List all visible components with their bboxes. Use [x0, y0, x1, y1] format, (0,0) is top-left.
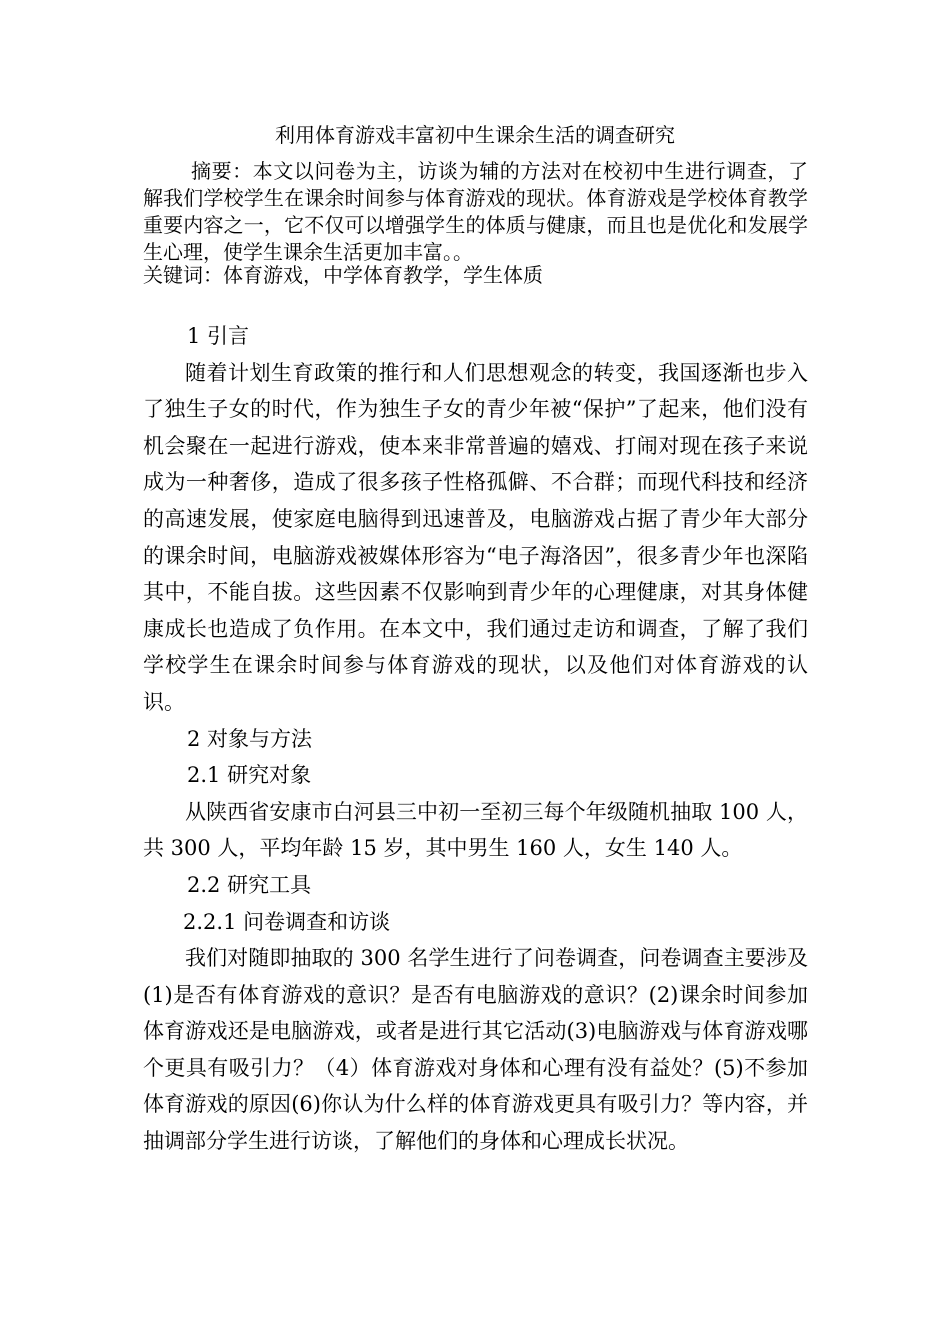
- subsection-heading-subjects: 2.1 研究对象: [187, 763, 312, 788]
- subjects-paragraph: 从陕西省安康市白河县三中初一至初三每个年级随机抽取 100 人，共 300 人，平均年龄 15 岁，其中男生 160 人，女生 140 人。: [143, 799, 808, 861]
- abstract: [143, 158, 808, 266]
- paper-title: 利用体育游戏丰富初中生课余生活的调查研究: [275, 123, 675, 147]
- section-heading-intro: 1 引言: [187, 324, 250, 348]
- keywords: 关键词：体育游戏，中学体育教学，学生体质: [143, 263, 543, 287]
- paper-body: [143, 318, 808, 1160]
- abstract-text: 摘要：本文以问卷为主，访谈为辅的方法对在校初中生进行调查，了解我们学校学生在课余时间参与体育游戏的现状。体育游戏是学校体育教学重要内容之一，它不仅可以增强学生的体质与健康，而且也是优化和发展学生心理，使学生课余生活更加丰富。。: [143, 159, 808, 264]
- survey-paragraph: 我们对随即抽取的 300 名学生进行了问卷调查，问卷调查主要涉及(1)是否有体育游戏的意识？是否有电脑游戏的意识？(2)课余时间参加体育游戏还是电脑游戏，或者是进行其它活动(3)电脑游戏与体育游戏哪个更具有吸引力？（4）体育游戏对身体和心理有没有益处？(5)不参加体育游戏的原因(6)你认为什么样的体育游戏更具有吸引力？等内容，并抽调部分学生进行访谈，了解他们的身体和心理成长状况。: [143, 946, 808, 1154]
- subsection-heading-tools: 2.2 研究工具: [187, 872, 312, 897]
- section-heading-method: 2 对象与方法: [187, 726, 313, 751]
- subsection-heading-survey: 2.2.1 问卷调查和访谈: [183, 909, 391, 934]
- intro-paragraph: 随着计划生育政策的推行和人们思想观念的转变，我国逐渐也步入了独生子女的时代，作为独生子女的青少年被“保护”了起来，他们没有机会聚在一起进行游戏，使本来非常普遍的嬉戏、打闹对现在孩子来说成为一种奢侈，造成了很多孩子性格孤僻、不合群；而现代科技和经济的高速发展，使家庭电脑得到迅速普及，电脑游戏占据了青少年大部分的课余时间，电脑游戏被媒体形容为“电子海洛因”，很多青少年也深陷其中，不能自拔。这些因素不仅影响到青少年的心理健康，对其身体健康成长也造成了负作用。在本文中，我们通过走访和调查，了解了我们学校学生在课余时间参与体育游戏的现状，以及他们对体育游戏的认识。: [143, 360, 808, 714]
